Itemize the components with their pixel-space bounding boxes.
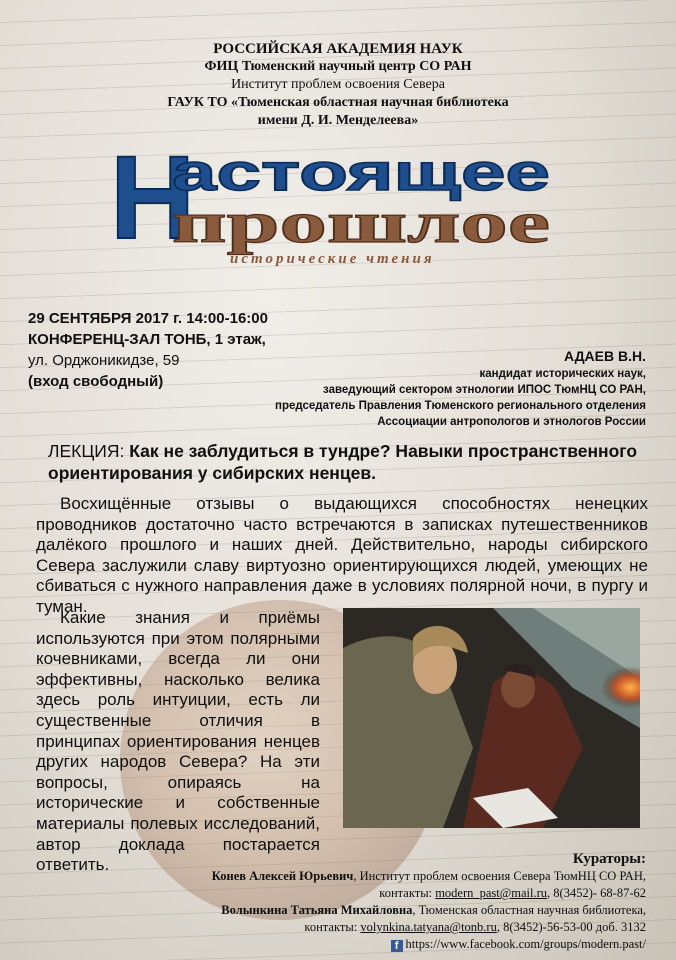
curator-1-org: , Институт проблем освоения Севера ТюмНЦ СО РАН, bbox=[353, 869, 646, 883]
curator-1 bbox=[6, 868, 646, 885]
header-line-library: ГАУК ТО «Тюменская областная научная библиотека bbox=[167, 95, 509, 110]
curator-1-email-link[interactable]: modern_past@mail.ru bbox=[435, 886, 548, 900]
logo-word-proshloe: прошлое bbox=[172, 190, 550, 255]
facebook-group-link[interactable]: https://www.facebook.com/groups/modern.past/ bbox=[405, 937, 646, 951]
curator-1-contacts-label: контакты: bbox=[379, 886, 436, 900]
curator-2-phone: , 8(3452)-56-53-00 доб. 3132 bbox=[496, 920, 646, 934]
curator-2-name: Волынкина Татьяна Михайловна bbox=[221, 903, 413, 917]
nastoyashchee-proshloe-logo bbox=[110, 138, 560, 268]
facebook-icon: f bbox=[391, 940, 403, 952]
event-entry: (вход свободный) bbox=[28, 373, 164, 390]
curator-1-contacts bbox=[6, 885, 646, 902]
event-datetime: 29 СЕНТЯБРЯ 2017 г. 14:00-16:00 bbox=[28, 310, 268, 327]
speaker-association: Ассоциации антропологов и этнологов России bbox=[377, 416, 646, 428]
event-venue: КОНФЕРЕНЦ-ЗАЛ ТОНБ, 1 этаж, bbox=[28, 331, 266, 348]
speaker-position: заведующий сектором этнологии ИПОС ТюмНЦ СО РАН, bbox=[323, 384, 646, 396]
curator-1-name: Конев Алексей Юрьевич bbox=[211, 869, 354, 883]
tent-photo bbox=[343, 608, 640, 828]
header-line-center: ФИЦ Тюменский научный центр СО РАН bbox=[204, 59, 472, 74]
logo-capital-letter: Н bbox=[110, 138, 196, 264]
speaker-name: АДАЕВ В.Н. bbox=[563, 348, 646, 364]
curator-2 bbox=[6, 902, 646, 919]
curators-footer bbox=[6, 850, 646, 953]
curator-1-phone: , 8(3452)- 68-87-62 bbox=[547, 886, 646, 900]
lecture-title-block bbox=[48, 440, 648, 484]
curators-label: Кураторы: bbox=[572, 851, 646, 867]
speaker-info bbox=[246, 348, 646, 430]
facebook-row bbox=[6, 936, 646, 953]
lecture-title: Как не заблудиться в тундре? Навыки пространственного ориентирования у сибирских ненцев. bbox=[48, 441, 638, 483]
curator-2-contacts bbox=[6, 919, 646, 936]
event-address: ул. Орджоникидзе, 59 bbox=[28, 352, 180, 369]
header-line-library-name: имени Д. И. Менделеева» bbox=[257, 113, 419, 128]
curator-2-org: , Тюменская областная научная библиотека, bbox=[412, 903, 646, 917]
body-paragraph-2: Какие знания и приёмы используются при этом полярными кочевниками, всегда ли они эффективны, насколько велика здесь роль интуиции, есть ли существенные отличия в принципах ориентирования ненцев другиx народов Севера? На эти вопросы, опираясь на исторические и собственные материалы полевых исследований, автор доклада постарается ответить. bbox=[36, 608, 320, 875]
speaker-degree: кандидат исторических наук, bbox=[479, 368, 646, 380]
curator-2-contacts-label: контакты: bbox=[304, 920, 361, 934]
lecture-label: ЛЕКЦИЯ: bbox=[48, 441, 130, 461]
organizers-header bbox=[0, 40, 676, 130]
logo-word-nastoyashchee: астоящее bbox=[172, 144, 550, 202]
header-line-institute: Институт проблем освоения Севера bbox=[231, 77, 445, 92]
event-info bbox=[28, 308, 268, 392]
curator-2-email-link[interactable]: volynkina.tatyana@tonb.ru bbox=[360, 920, 497, 934]
speaker-role: председатель Правления Тюменского регионального отделения bbox=[275, 400, 646, 412]
logo-subtitle: исторические чтения bbox=[230, 251, 435, 267]
body-paragraph-1: Восхищённые отзывы о выдающихся способностях ненецких проводников достаточно часто встречаются в записках путешественников далёкого прошлого и наших дней. Действительно, народы сибирского Севера заслужили славу виртуозно ориентирующихся людей, умеющих не сбиваться с нужного направления даже в условиях полярной ночи, в пургу и туман. bbox=[36, 494, 648, 616]
header-line-academy: РОССИЙСКАЯ АКАДЕМИЯ НАУК bbox=[213, 41, 463, 57]
